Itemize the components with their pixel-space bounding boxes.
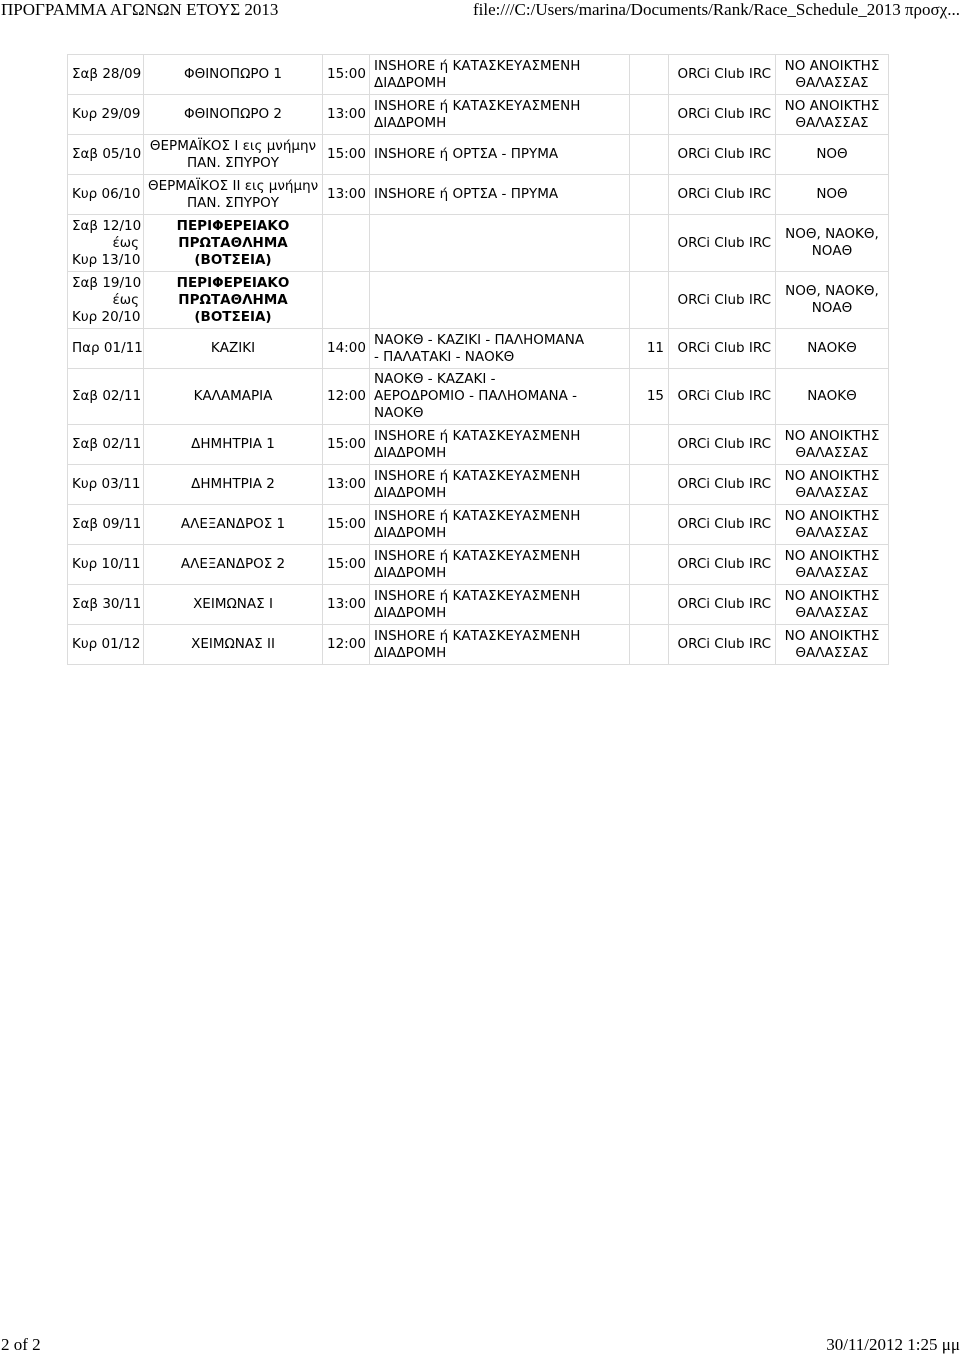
race-course [370,215,630,272]
table-row [68,465,889,505]
race-distance [630,425,669,465]
race-name: ΚΑΛΑΜΑΡΙΑ [144,369,323,425]
race-class: ΝΟ ΑΝΟΙΚΤΗΣ ΘΑΛΑΣΣΑΣ [776,585,889,625]
table-row [68,135,889,175]
race-name: ΔΗΜΗΤΡΙΑ 1 [144,425,323,465]
race-distance [630,585,669,625]
race-class: ΝΟΘ, ΝΑΟΚΘ, ΝΟΑΘ [776,272,889,329]
race-time: 15:00 [323,505,370,545]
race-name: ΑΛΕΞΑΝΔΡΟΣ 2 [144,545,323,585]
table-row [68,95,889,135]
table-row [68,175,889,215]
race-course: INSHORE ή ΚΑΤΑΣΚΕΥΑΣΜΕΝΗ ΔΙΑΔΡΟΜΗ [370,465,630,505]
race-distance [630,625,669,665]
race-rating-rule: ORCi Club IRC [669,135,776,175]
race-rating-rule: ORCi Club IRC [669,425,776,465]
race-distance: 15 [630,369,669,425]
race-distance [630,272,669,329]
race-time: 13:00 [323,95,370,135]
race-time: 12:00 [323,369,370,425]
race-date: Σαβ 09/11 [68,505,144,545]
race-name: ΘΕΡΜΑΪΚΟΣ Ι εις μνήμην ΠΑΝ. ΣΠΥΡΟΥ [144,135,323,175]
print-header-path: file:///C:/Users/marina/Documents/Rank/Race_Schedule_2013 προσχ... [472,0,960,19]
race-class: ΝΟ ΑΝΟΙΚΤΗΣ ΘΑΛΑΣΣΑΣ [776,545,889,585]
race-rating-rule: ORCi Club IRC [669,175,776,215]
table-row [68,215,889,272]
race-course: INSHORE ή ΟΡΤΣΑ - ΠΡΥΜΑ [370,135,630,175]
race-rating-rule: ORCi Club IRC [669,545,776,585]
race-date: Κυρ 03/11 [68,465,144,505]
race-time: 15:00 [323,135,370,175]
race-time: 12:00 [323,625,370,665]
race-date: Κυρ 01/12 [68,625,144,665]
race-distance [630,135,669,175]
race-course: ΝΑΟΚΘ - ΚΑΖΑΚΙ - ΑΕΡΟΔΡΟΜΙΟ - ΠΑΛΗΟΜΑΝΑ - ΝΑΟΚΘ [370,369,630,425]
race-date: Σαβ 12/10 έως Κυρ 13/10 [68,215,144,272]
race-rating-rule: ORCi Club IRC [669,465,776,505]
race-time: 13:00 [323,175,370,215]
race-name: ΘΕΡΜΑΪΚΟΣ ΙΙ εις μνήμην ΠΑΝ. ΣΠΥΡΟΥ [144,175,323,215]
race-name: ΦΘΙΝΟΠΩΡΟ 2 [144,95,323,135]
table-row [68,505,889,545]
race-distance [630,545,669,585]
race-class: ΝΟ ΑΝΟΙΚΤΗΣ ΘΑΛΑΣΣΑΣ [776,505,889,545]
table-row [68,585,889,625]
print-footer-page: 2 of 2 [1,1335,41,1354]
race-date: Κυρ 06/10 [68,175,144,215]
race-class: ΝΟΘ, ΝΑΟΚΘ, ΝΟΑΘ [776,215,889,272]
race-rating-rule: ORCi Club IRC [669,95,776,135]
race-name: ΔΗΜΗΤΡΙΑ 2 [144,465,323,505]
race-rating-rule: ORCi Club IRC [669,215,776,272]
race-schedule-table [67,54,889,665]
race-distance: 11 [630,329,669,369]
race-date: Σαβ 02/11 [68,369,144,425]
table-row [68,369,889,425]
race-name: ΧΕΙΜΩΝΑΣ Ι [144,585,323,625]
race-course: INSHORE ή ΚΑΤΑΣΚΕΥΑΣΜΕΝΗ ΔΙΑΔΡΟΜΗ [370,625,630,665]
race-course [370,272,630,329]
race-date: Σαβ 30/11 [68,585,144,625]
race-course: INSHORE ή ΚΑΤΑΣΚΕΥΑΣΜΕΝΗ ΔΙΑΔΡΟΜΗ [370,425,630,465]
race-rating-rule: ORCi Club IRC [669,505,776,545]
race-name: ΦΘΙΝΟΠΩΡΟ 1 [144,55,323,95]
race-date: Σαβ 19/10 έως Κυρ 20/10 [68,272,144,329]
race-date: Σαβ 02/11 [68,425,144,465]
race-course: INSHORE ή ΚΑΤΑΣΚΕΥΑΣΜΕΝΗ ΔΙΑΔΡΟΜΗ [370,585,630,625]
race-course: INSHORE ή ΚΑΤΑΣΚΕΥΑΣΜΕΝΗ ΔΙΑΔΡΟΜΗ [370,55,630,95]
race-rating-rule: ORCi Club IRC [669,625,776,665]
race-class: ΝΟ ΑΝΟΙΚΤΗΣ ΘΑΛΑΣΣΑΣ [776,425,889,465]
race-class: ΝΟ ΑΝΟΙΚΤΗΣ ΘΑΛΑΣΣΑΣ [776,625,889,665]
race-rating-rule: ORCi Club IRC [669,329,776,369]
race-rating-rule: ORCi Club IRC [669,272,776,329]
race-course: INSHORE ή ΟΡΤΣΑ - ΠΡΥΜΑ [370,175,630,215]
table-row [68,625,889,665]
print-header-title: ΠΡΟΓΡΑΜΜΑ ΑΓΩΝΩΝ ΕΤΟΥΣ 2013 [1,0,279,19]
race-rating-rule: ORCi Club IRC [669,369,776,425]
race-distance [630,505,669,545]
race-time [323,215,370,272]
race-name: ΚΑΖΙΚΙ [144,329,323,369]
race-time: 15:00 [323,545,370,585]
race-class: ΝΟΘ [776,175,889,215]
table-row [68,55,889,95]
race-class: ΝΑΟΚΘ [776,329,889,369]
print-footer-datetime: 30/11/2012 1:25 μμ [826,1335,960,1354]
race-time: 15:00 [323,425,370,465]
race-class: ΝΟΘ [776,135,889,175]
race-distance [630,215,669,272]
table-row [68,329,889,369]
race-rating-rule: ORCi Club IRC [669,585,776,625]
race-date: Σαβ 28/09 [68,55,144,95]
race-distance [630,55,669,95]
race-time: 13:00 [323,465,370,505]
race-name: ΧΕΙΜΩΝΑΣ ΙΙ [144,625,323,665]
race-time: 13:00 [323,585,370,625]
race-distance [630,95,669,135]
race-name: ΠΕΡΙΦΕΡΕΙΑΚΟ ΠΡΩΤΑΘΛΗΜΑ (ΒΟΤΣΕΙΑ) [144,215,323,272]
race-class: ΝΟ ΑΝΟΙΚΤΗΣ ΘΑΛΑΣΣΑΣ [776,95,889,135]
race-distance [630,465,669,505]
race-time [323,272,370,329]
table-row [68,425,889,465]
race-class: ΝΟ ΑΝΟΙΚΤΗΣ ΘΑΛΑΣΣΑΣ [776,55,889,95]
race-date: Κυρ 10/11 [68,545,144,585]
race-course: ΝΑΟΚΘ - ΚΑΖΙΚΙ - ΠΑΛΗΟΜΑΝΑ - ΠΑΛΑΤΑΚΙ - ΝΑΟΚΘ [370,329,630,369]
race-date: Σαβ 05/10 [68,135,144,175]
race-time: 15:00 [323,55,370,95]
race-name: ΑΛΕΞΑΝΔΡΟΣ 1 [144,505,323,545]
race-name: ΠΕΡΙΦΕΡΕΙΑΚΟ ΠΡΩΤΑΘΛΗΜΑ (ΒΟΤΣΕΙΑ) [144,272,323,329]
race-course: INSHORE ή ΚΑΤΑΣΚΕΥΑΣΜΕΝΗ ΔΙΑΔΡΟΜΗ [370,505,630,545]
race-class: ΝΟ ΑΝΟΙΚΤΗΣ ΘΑΛΑΣΣΑΣ [776,465,889,505]
race-time: 14:00 [323,329,370,369]
race-rating-rule: ORCi Club IRC [669,55,776,95]
race-course: INSHORE ή ΚΑΤΑΣΚΕΥΑΣΜΕΝΗ ΔΙΑΔΡΟΜΗ [370,95,630,135]
race-course: INSHORE ή ΚΑΤΑΣΚΕΥΑΣΜΕΝΗ ΔΙΑΔΡΟΜΗ [370,545,630,585]
race-class: ΝΑΟΚΘ [776,369,889,425]
table-row [68,545,889,585]
race-distance [630,175,669,215]
race-date: Κυρ 29/09 [68,95,144,135]
race-date: Παρ 01/11 [68,329,144,369]
table-row [68,272,889,329]
